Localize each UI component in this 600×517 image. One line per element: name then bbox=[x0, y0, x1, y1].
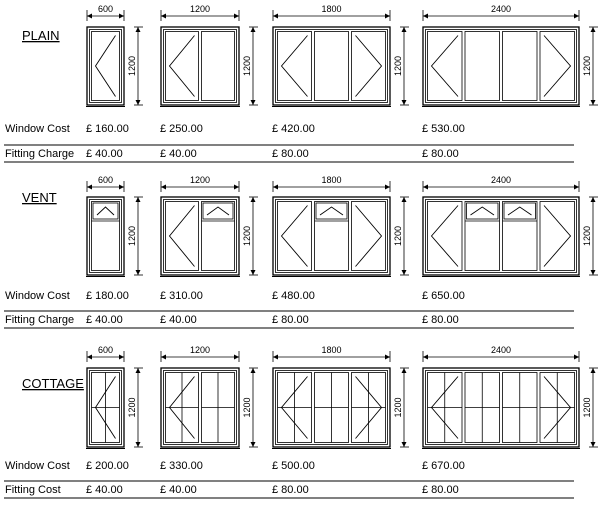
inner-frame bbox=[90, 30, 122, 103]
width-label: 1200 bbox=[189, 175, 211, 185]
sash-frame bbox=[315, 32, 349, 101]
height-label: 1200 bbox=[582, 397, 592, 418]
window-frame bbox=[272, 27, 391, 107]
arrow-head bbox=[251, 368, 256, 373]
opening-indicator bbox=[320, 207, 343, 215]
sash-frame bbox=[278, 32, 312, 101]
inner-frame bbox=[164, 30, 237, 103]
sash-frame bbox=[278, 202, 312, 271]
sash bbox=[278, 373, 312, 443]
price-value: £ 80.00 bbox=[422, 148, 459, 160]
arrow-head bbox=[234, 355, 239, 360]
arrow-head bbox=[273, 14, 278, 19]
outer-frame bbox=[273, 27, 390, 105]
section-plain bbox=[4, 4, 598, 162]
arrow-head bbox=[87, 14, 92, 19]
window-frame bbox=[272, 197, 391, 277]
row-label: Fitting Charge bbox=[5, 148, 75, 160]
height-label: 1200 bbox=[393, 225, 403, 247]
arrow-head bbox=[574, 185, 579, 190]
price-value: £ 420.00 bbox=[272, 123, 315, 135]
top-vent bbox=[504, 203, 536, 219]
opening-indicator bbox=[170, 36, 195, 97]
outer-frame bbox=[161, 27, 239, 105]
arrow-head bbox=[119, 185, 124, 190]
arrow-head bbox=[136, 442, 141, 447]
price-value: £ 80.00 bbox=[272, 148, 309, 160]
sash bbox=[166, 32, 199, 101]
opening-indicator bbox=[207, 207, 229, 215]
arrow-head bbox=[136, 368, 141, 373]
sash bbox=[166, 373, 199, 443]
price-value: £ 310.00 bbox=[160, 290, 203, 302]
sash bbox=[428, 32, 463, 101]
sash bbox=[428, 202, 463, 271]
sash-frame bbox=[166, 202, 199, 271]
arrow-head bbox=[273, 185, 278, 190]
opening-indicator bbox=[282, 206, 308, 267]
price-value: £ 250.00 bbox=[160, 123, 203, 135]
inner-frame bbox=[90, 200, 122, 273]
sash bbox=[503, 373, 538, 443]
sash bbox=[465, 373, 500, 443]
section-vent bbox=[4, 175, 598, 328]
outer-frame bbox=[423, 197, 579, 275]
opening-indicator bbox=[471, 207, 495, 215]
arrow-head bbox=[402, 368, 407, 373]
inner-frame bbox=[276, 200, 388, 273]
window-frame bbox=[422, 27, 580, 107]
price-row bbox=[5, 148, 459, 160]
price-row bbox=[5, 314, 459, 326]
price-value: £ 480.00 bbox=[272, 290, 315, 302]
price-value: £ 40.00 bbox=[160, 314, 197, 326]
arrow-head bbox=[402, 270, 407, 275]
sash-frame bbox=[428, 202, 463, 271]
window-frame bbox=[272, 368, 391, 449]
sash bbox=[315, 373, 349, 443]
top-vent bbox=[467, 203, 499, 219]
price-value: £ 40.00 bbox=[86, 314, 123, 326]
row-label: Window Cost bbox=[5, 123, 70, 135]
arrow-head bbox=[251, 197, 256, 202]
sash-frame bbox=[166, 32, 199, 101]
arrow-head bbox=[136, 270, 141, 275]
width-label: 600 bbox=[97, 4, 114, 14]
arrow-head bbox=[385, 355, 390, 360]
arrow-head bbox=[591, 27, 596, 32]
sash-frame bbox=[503, 202, 538, 271]
arrow-head bbox=[251, 100, 256, 105]
arrow-head bbox=[119, 14, 124, 19]
price-row bbox=[5, 460, 465, 472]
height-label: 1200 bbox=[582, 55, 592, 77]
section-title: VENT bbox=[22, 190, 57, 205]
sash-frame bbox=[352, 32, 386, 101]
arrow-head bbox=[234, 14, 239, 19]
arrow-head bbox=[574, 14, 579, 19]
arrow-head bbox=[273, 355, 278, 360]
arrow-head bbox=[385, 185, 390, 190]
top-vent bbox=[93, 203, 118, 219]
width-label: 2400 bbox=[490, 175, 512, 185]
top-vent bbox=[203, 203, 233, 219]
arrow-head bbox=[385, 14, 390, 19]
sash-frame bbox=[315, 202, 349, 271]
width-label: 1200 bbox=[189, 345, 211, 355]
price-row bbox=[5, 484, 459, 496]
width-label: 600 bbox=[97, 175, 114, 185]
sash bbox=[352, 32, 386, 101]
arrow-head bbox=[87, 185, 92, 190]
arrow-head bbox=[136, 197, 141, 202]
row-label: Window Cost bbox=[5, 460, 70, 472]
sash bbox=[202, 373, 235, 443]
sash bbox=[315, 202, 349, 271]
opening-indicator bbox=[97, 207, 114, 215]
arrow-head bbox=[402, 27, 407, 32]
arrow-head bbox=[591, 100, 596, 105]
arrow-head bbox=[402, 197, 407, 202]
outer-frame bbox=[423, 27, 579, 105]
height-label: 1200 bbox=[393, 55, 403, 77]
price-value: £ 40.00 bbox=[160, 148, 197, 160]
width-label: 2400 bbox=[490, 4, 512, 14]
sash bbox=[315, 32, 349, 101]
sash bbox=[428, 373, 463, 443]
price-value: £ 40.00 bbox=[86, 148, 123, 160]
height-label: 1200 bbox=[242, 225, 252, 247]
height-label: 1200 bbox=[582, 225, 592, 247]
opening-indicator bbox=[170, 206, 195, 267]
sash bbox=[92, 202, 120, 271]
window-frame bbox=[160, 27, 240, 107]
sash-frame bbox=[202, 202, 235, 271]
top-vent bbox=[316, 203, 347, 219]
outer-frame bbox=[273, 197, 390, 275]
outer-frame bbox=[87, 27, 124, 105]
price-value: £ 80.00 bbox=[422, 484, 459, 496]
sash bbox=[540, 373, 575, 443]
sash bbox=[92, 373, 120, 443]
row-label: Fitting Cost bbox=[5, 484, 61, 496]
inner-frame bbox=[426, 30, 577, 103]
outer-frame bbox=[87, 197, 124, 275]
opening-indicator bbox=[432, 36, 459, 97]
height-label: 1200 bbox=[127, 397, 137, 418]
window-frame bbox=[86, 197, 125, 277]
height-label: 1200 bbox=[393, 397, 403, 418]
window-frame bbox=[422, 368, 580, 449]
price-value: £ 80.00 bbox=[272, 484, 309, 496]
width-label: 1800 bbox=[321, 345, 342, 355]
price-value: £ 40.00 bbox=[160, 484, 197, 496]
sash-frame bbox=[503, 32, 538, 101]
arrow-head bbox=[591, 442, 596, 447]
window-frame bbox=[422, 197, 580, 277]
opening-indicator bbox=[508, 207, 532, 215]
price-value: £ 200.00 bbox=[86, 460, 129, 472]
arrow-head bbox=[251, 270, 256, 275]
arrow-head bbox=[423, 355, 428, 360]
sash bbox=[166, 202, 199, 271]
height-label: 1200 bbox=[127, 55, 137, 77]
arrow-head bbox=[251, 442, 256, 447]
sash-frame bbox=[540, 202, 575, 271]
arrow-head bbox=[136, 27, 141, 32]
inner-frame bbox=[426, 200, 577, 273]
width-label: 600 bbox=[97, 345, 114, 355]
price-value: £ 670.00 bbox=[422, 460, 465, 472]
arrow-head bbox=[251, 27, 256, 32]
arrow-head bbox=[161, 14, 166, 19]
height-label: 1200 bbox=[242, 55, 252, 77]
sash bbox=[540, 202, 575, 271]
section-title: PLAIN bbox=[22, 28, 60, 43]
arrow-head bbox=[234, 185, 239, 190]
sash-frame bbox=[352, 202, 386, 271]
arrow-head bbox=[574, 355, 579, 360]
arrow-head bbox=[591, 368, 596, 373]
opening-indicator bbox=[544, 36, 571, 97]
price-value: £ 160.00 bbox=[86, 123, 129, 135]
opening-indicator bbox=[544, 206, 571, 267]
sash bbox=[92, 32, 120, 101]
arrow-head bbox=[591, 270, 596, 275]
row-label: Window Cost bbox=[5, 290, 70, 302]
arrow-head bbox=[423, 185, 428, 190]
price-value: £ 80.00 bbox=[422, 314, 459, 326]
sash-frame bbox=[465, 202, 500, 271]
price-value: £ 330.00 bbox=[160, 460, 203, 472]
opening-indicator bbox=[356, 206, 382, 267]
sash bbox=[278, 32, 312, 101]
window-frame bbox=[160, 368, 240, 449]
arrow-head bbox=[136, 100, 141, 105]
height-label: 1200 bbox=[127, 225, 137, 247]
sash-frame bbox=[428, 32, 463, 101]
row-label: Fitting Charge bbox=[5, 314, 75, 326]
arrow-head bbox=[402, 442, 407, 447]
opening-indicator bbox=[282, 36, 308, 97]
width-label: 2400 bbox=[490, 345, 512, 355]
opening-indicator bbox=[432, 206, 459, 267]
width-label: 1800 bbox=[321, 175, 342, 185]
sash bbox=[503, 202, 538, 271]
opening-indicator bbox=[96, 36, 116, 97]
arrow-head bbox=[423, 14, 428, 19]
arrow-head bbox=[161, 355, 166, 360]
width-label: 1200 bbox=[189, 4, 211, 14]
arrow-head bbox=[119, 355, 124, 360]
inner-frame bbox=[164, 200, 237, 273]
price-value: £ 40.00 bbox=[86, 484, 123, 496]
window-frame bbox=[86, 368, 125, 449]
arrow-head bbox=[87, 355, 92, 360]
section-title: COTTAGE bbox=[22, 376, 84, 391]
price-row bbox=[5, 290, 465, 302]
sash bbox=[465, 202, 500, 271]
inner-frame bbox=[276, 30, 388, 103]
sash-frame bbox=[540, 32, 575, 101]
sash-frame bbox=[465, 32, 500, 101]
sash bbox=[352, 202, 386, 271]
arrow-head bbox=[591, 197, 596, 202]
price-value: £ 530.00 bbox=[422, 123, 465, 135]
window-frame bbox=[86, 27, 125, 107]
price-value: £ 500.00 bbox=[272, 460, 315, 472]
window-frame bbox=[160, 197, 240, 277]
sash bbox=[202, 32, 235, 101]
sash bbox=[503, 32, 538, 101]
price-value: £ 80.00 bbox=[272, 314, 309, 326]
price-row bbox=[5, 123, 465, 135]
sash bbox=[540, 32, 575, 101]
opening-indicator bbox=[356, 36, 382, 97]
price-value: £ 650.00 bbox=[422, 290, 465, 302]
price-value: £ 180.00 bbox=[86, 290, 129, 302]
sash bbox=[465, 32, 500, 101]
sash-frame bbox=[92, 202, 120, 271]
outer-frame bbox=[161, 197, 239, 275]
arrow-head bbox=[402, 100, 407, 105]
arrow-head bbox=[161, 185, 166, 190]
sash bbox=[202, 202, 235, 271]
section-cottage bbox=[4, 345, 598, 498]
sash-frame bbox=[202, 32, 235, 101]
width-label: 1800 bbox=[321, 4, 342, 14]
sash bbox=[278, 202, 312, 271]
height-label: 1200 bbox=[242, 397, 252, 418]
sash bbox=[352, 373, 386, 443]
